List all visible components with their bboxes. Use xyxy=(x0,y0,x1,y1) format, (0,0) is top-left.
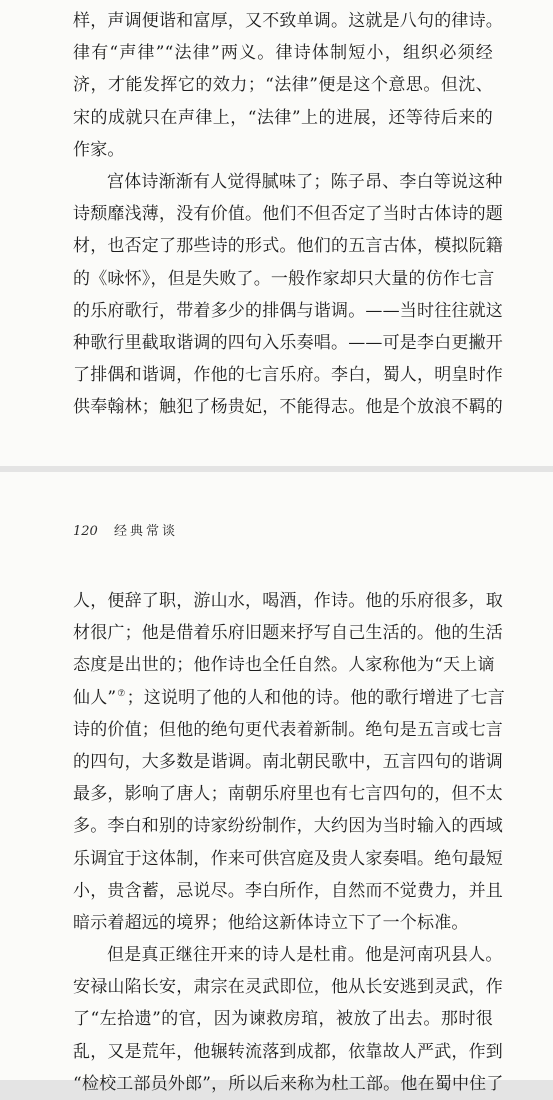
text-line: 最多，影响了唐人；南朝乐府里也有七言四句的，但不太 xyxy=(73,784,503,805)
text-line: 的四句，大多数是谐调。南北朝民歌中，五言四句的谐调 xyxy=(73,751,503,772)
text-line: 小，贵含蓄，忌说尽。李白所作，自然而不觉费力，并且 xyxy=(73,880,503,901)
text-line: 材很广；他是借着乐府旧题来抒写自己生活的。他的生活 xyxy=(73,623,503,644)
text-line: 作家。 xyxy=(73,139,125,160)
text-line: 仙人”⑦；这说明了他的人和他的诗。他的歌行增进了七言 xyxy=(73,687,505,708)
text-line: 安禄山陷长安，肃宗在灵武即位，他从长安逃到灵武，作 xyxy=(73,977,503,998)
text-line: 诗的价值；但他的绝句更代表着新制。绝句是五言或七言 xyxy=(73,719,503,740)
text-line: 济，才能发挥它的效力；“法律”便是这个意思。但沈、 xyxy=(73,75,493,96)
book-title: 经典常谈 xyxy=(113,524,178,539)
text-line: 但是真正继往开来的诗人是杜甫。他是河南巩县人。 xyxy=(107,945,503,966)
bottom-page-text xyxy=(73,585,505,1100)
footnote-ref[interactable]: ⑦ xyxy=(117,688,126,699)
text-line: 律有“声律”“法律”两义。律诗体制短小，组织必须经 xyxy=(73,43,493,64)
top-page-text xyxy=(73,5,503,423)
text-line: 样，声调便谐和富厚，又不致单调。这就是八句的律诗。 xyxy=(73,11,503,31)
text-line: 宫体诗渐渐有人觉得腻味了；陈子昂、李白等说这种 xyxy=(107,171,503,192)
running-head xyxy=(73,520,178,539)
text-line: 种歌行里截取谐调的四句入乐奏唱。——可是李白更撇开 xyxy=(73,332,503,353)
text-line: 多。李白和别的诗家纷纷制作，大约因为当时输入的西域 xyxy=(73,816,503,837)
text-line: 态度是出世的；他作诗也全任自然。人家称他为“天上谪 xyxy=(73,655,495,676)
text-line: 了排偶和谐调，作他的七言乐府。李白，蜀人，明皇时作 xyxy=(73,365,503,386)
text-line: 人，便辞了职，游山水，喝酒，作诗。他的乐府很多，取 xyxy=(73,591,503,611)
text-line: 暗示着超远的境界；他给这新体诗立下了一个标准。 xyxy=(73,912,469,933)
text-line: 乐调宜于这体制，作来可供宫庭及贵人家奏唱。绝句最短 xyxy=(73,848,503,869)
bottom-page xyxy=(0,472,553,1094)
text-line: 了“左拾遗”的官，因为谏救房琯，被放了出去。那时很 xyxy=(73,1009,493,1030)
text-line: 的乐府歌行，带着多少的排偶与谐调。——当时往往就这 xyxy=(73,300,503,321)
text-line: 宋的成就只在声律上，“法律”上的进展，还等待后来的 xyxy=(73,107,493,128)
text-line: 供奉翰林；触犯了杨贵妃，不能得志。他是个放浪不羁的 xyxy=(73,397,503,418)
text-line: 的《咏怀》，但是失败了。一般作家却只大量的仿作七言 xyxy=(73,268,495,289)
page-number: 120 xyxy=(73,524,98,539)
top-page xyxy=(0,0,553,466)
text-line: “检校工部员外郎”，所以后来称为杜工部。他在蜀中住了 xyxy=(73,1073,504,1094)
text-line: 材，也否定了那些诗的形式。他们的五言古体，模拟阮籍 xyxy=(73,236,503,257)
text-line: 乱，又是荒年，他辗转流落到成都，依靠故人严武，作到 xyxy=(73,1041,503,1062)
text-line: 诗颓靡浅薄，没有价值。他们不但否定了当时古体诗的题 xyxy=(73,204,503,225)
